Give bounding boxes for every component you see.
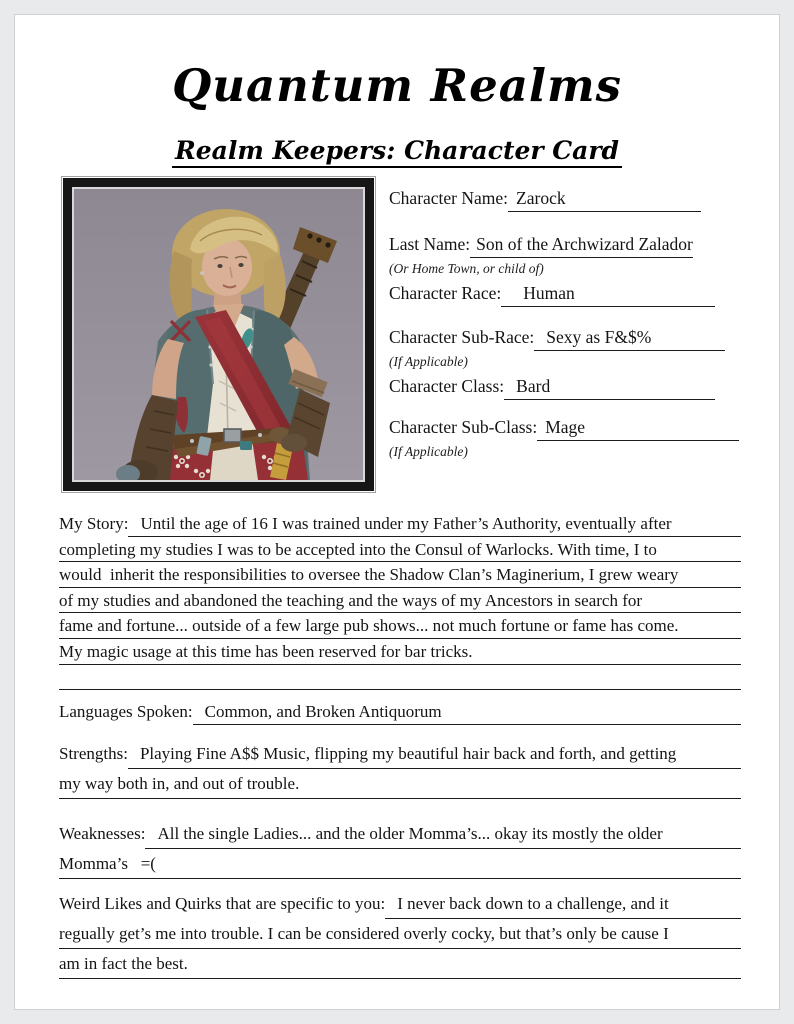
strengths-value-line: Playing Fine A$$ Music, flipping my beautiful hair back and forth, and getting <box>128 739 741 769</box>
weaknesses-label: Weaknesses: <box>59 824 146 843</box>
quirks-section <box>59 889 741 979</box>
weaknesses-value-line: All the single Ladies... and the older Momma’s... okay its mostly the older <box>145 819 741 849</box>
field-character-race-value: Human <box>501 280 715 307</box>
page-title: Quantum Realms <box>172 59 622 112</box>
belt <box>160 427 308 480</box>
field-character-class-value: Bard <box>504 373 715 400</box>
story-first-line <box>59 511 741 537</box>
languages-section <box>59 699 741 725</box>
story-line: completing my studies I was to be accepted into the Consul of Warlocks. With time, I to <box>59 537 741 563</box>
field-character-name <box>389 185 741 212</box>
field-character-race-label: Character Race: <box>389 283 502 303</box>
strengths-line: my way both in, and out of trouble. <box>59 769 741 799</box>
story-label: My Story: <box>59 514 129 533</box>
field-last-name-label: Last Name: <box>389 234 471 254</box>
character-fields <box>389 185 741 463</box>
quirks-value-line: I never back down to a challenge, and it <box>385 889 741 919</box>
field-character-sub-race-label: Character Sub-Race: <box>389 327 535 347</box>
field-character-sub-class-hint: (If Applicable) <box>389 444 468 459</box>
weaknesses-line: Momma’s =( <box>59 849 741 879</box>
field-character-name-label: Character Name: <box>389 188 509 208</box>
character-portrait-illustration <box>74 189 363 480</box>
strengths-section <box>59 739 741 799</box>
field-character-sub-class <box>389 414 741 441</box>
languages-value: Common, and Broken Antiquorum <box>193 699 741 725</box>
story-line: would inherit the responsibilities to oversee the Shadow Clan’s Maginerium, I grew weary <box>59 562 741 588</box>
weaknesses-first-line <box>59 819 741 849</box>
story-line: fame and fortune... outside of a few large pub shows... not much fortune or fame has come. <box>59 613 741 639</box>
field-character-name-value: Zarock <box>508 185 701 212</box>
field-character-sub-race <box>389 324 741 351</box>
weaknesses-section <box>59 819 741 879</box>
field-character-class <box>389 373 741 400</box>
field-character-sub-race-hint: (If Applicable) <box>389 354 468 369</box>
story-line: of my studies and abandoned the teaching and the ways of my Ancestors in search for <box>59 588 741 614</box>
story-value-line: Until the age of 16 I was trained under my Father’s Authority, eventually after <box>128 511 741 537</box>
languages-line <box>59 699 741 725</box>
field-character-class-label: Character Class: <box>389 376 505 396</box>
character-portrait-frame <box>63 178 374 491</box>
field-character-sub-race-value: Sexy as F&$% <box>534 324 725 351</box>
languages-label: Languages Spoken: <box>59 702 193 721</box>
field-character-sub-class-label: Character Sub-Class: <box>389 417 538 437</box>
story-section <box>59 511 741 690</box>
page-subtitle: Realm Keepers: Character Card <box>172 136 622 168</box>
field-last-name-hint: (Or Home Town, or child of) <box>389 261 544 276</box>
quirks-first-line <box>59 889 741 919</box>
quirks-label: Weird Likes and Quirks that are specific to you: <box>59 894 386 913</box>
strengths-first-line <box>59 739 741 769</box>
story-line: My magic usage at this time has been reserved for bar tricks. <box>59 639 741 665</box>
field-character-sub-class-value: Mage <box>537 414 739 441</box>
field-character-race <box>389 280 741 307</box>
story-blank-line <box>59 665 741 691</box>
quirks-line: am in fact the best. <box>59 949 741 979</box>
field-last-name <box>389 231 741 258</box>
document-page <box>14 14 780 1010</box>
field-last-name-value: Son of the Archwizard Zalador <box>470 231 693 258</box>
page-subtitle-wrap <box>15 136 779 168</box>
quirks-line: regually get’s me into trouble. I can be considered overly cocky, but that’s only be cause I <box>59 919 741 949</box>
strengths-label: Strengths: <box>59 744 128 763</box>
